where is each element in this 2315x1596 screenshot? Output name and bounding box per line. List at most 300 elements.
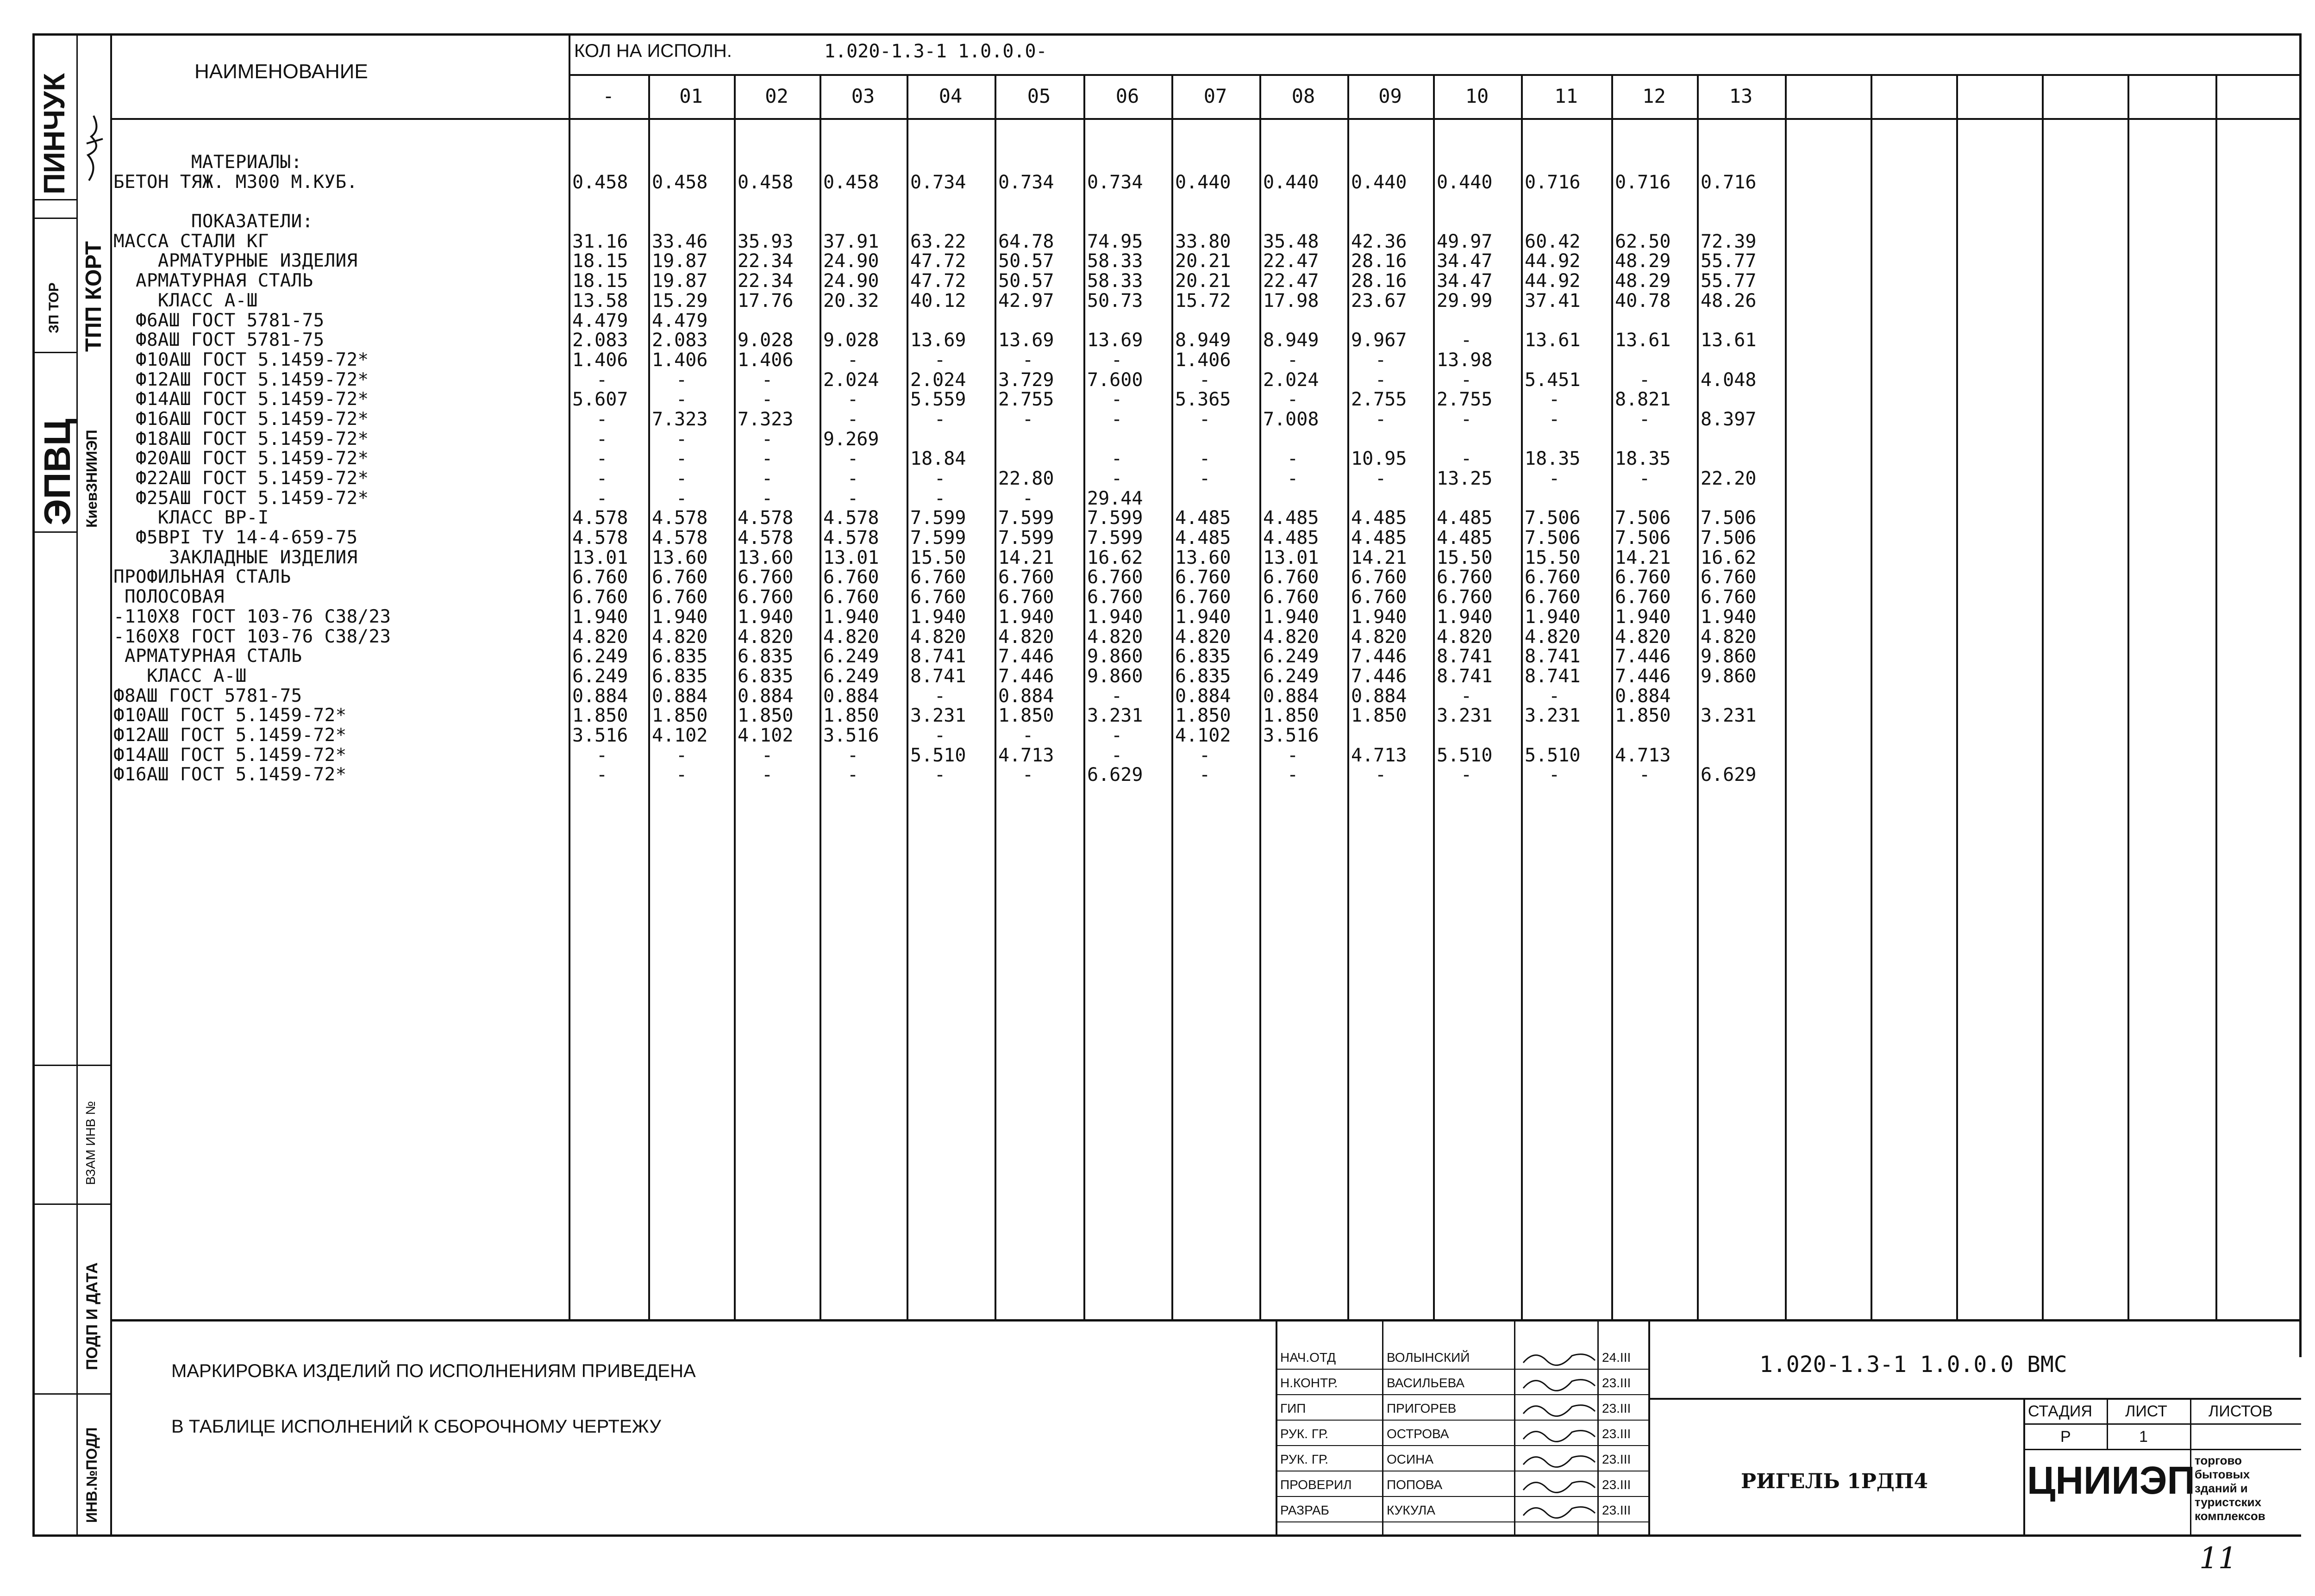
table-cell: 3.516	[572, 724, 628, 746]
table-cell: 1.406	[652, 349, 708, 371]
table-cell: 15.50	[1525, 547, 1581, 568]
table-cell: 1.940	[1087, 606, 1143, 628]
table-cell: 6.760	[1437, 567, 1493, 588]
sidebar-hline-1	[32, 199, 78, 200]
table-cell: 20.32	[823, 290, 879, 312]
table-cell: -	[676, 428, 688, 450]
table-cell	[1433, 192, 1521, 212]
table-cell: 0.458	[572, 171, 628, 193]
table-cell: 63.22	[910, 231, 966, 252]
table-cell: 3.231	[1087, 705, 1143, 727]
table-cell: -	[1287, 744, 1299, 766]
table-cell: -	[676, 744, 688, 766]
table-cell: 6.249	[572, 646, 628, 667]
table-cell: 1.940	[738, 606, 794, 628]
table-cell: 4.102	[652, 724, 708, 746]
table-cell: 4.820	[572, 626, 628, 648]
table-cell: 6.760	[652, 586, 708, 608]
table-cell: 50.57	[998, 250, 1054, 272]
table-cell: 13.25	[1437, 468, 1493, 489]
row-name: Ф25АШ ГОСТ 5.1459-72*	[113, 487, 369, 509]
table-cell: 9.028	[738, 330, 794, 351]
stamp-signature	[1521, 1372, 1600, 1395]
table-cell: 0.734	[1087, 171, 1143, 193]
table-cell: 1.940	[1263, 606, 1319, 628]
table-cell: -	[847, 764, 859, 786]
table-cell: 0.458	[823, 171, 879, 193]
table-cell: 16.62	[1701, 547, 1757, 568]
table-cell: 6.760	[823, 586, 879, 608]
stamp-date: 23.III	[1602, 1503, 1631, 1517]
table-cell: 2.755	[1351, 389, 1407, 411]
table-cell	[1347, 212, 1433, 232]
table-cell	[820, 192, 907, 212]
table-cell: 29.99	[1437, 290, 1493, 312]
table-cell: -	[1375, 349, 1387, 371]
table-cell: -	[596, 468, 608, 489]
table-cell: 4.820	[910, 626, 966, 648]
table-cell: -	[934, 764, 946, 786]
table-cell: -	[1287, 448, 1299, 470]
value-column	[1259, 153, 1347, 785]
row-name: Ф22АШ ГОСТ 5.1459-72*	[113, 468, 369, 489]
table-cell: -	[676, 389, 688, 411]
stamp-signature	[1521, 1448, 1600, 1471]
stamp-role: РУК. ГР.	[1280, 1452, 1329, 1466]
stamp-mid-line	[1648, 1398, 2301, 1400]
table-cell: 4.479	[652, 310, 708, 331]
table-cell: 0.716	[1525, 171, 1581, 193]
table-cell: -	[762, 448, 773, 470]
table-cell: 0.884	[738, 685, 794, 707]
table-cell	[1259, 153, 1347, 173]
table-cell	[1611, 350, 1697, 370]
table-cell: 9.860	[1701, 646, 1757, 667]
table-cell: -	[762, 369, 773, 391]
table-cell: -	[1639, 408, 1651, 430]
table-cell: 6.760	[1263, 567, 1319, 588]
table-cell	[1433, 726, 1521, 746]
table-cell: 22.34	[738, 270, 794, 292]
org-desc-4: туристских	[2195, 1495, 2262, 1509]
row-name: Ф8АШ ГОСТ 5781-75	[113, 685, 302, 706]
table-cell: 1.850	[823, 705, 879, 727]
table-cell: 5.510	[910, 744, 966, 766]
table-cell: 4.820	[823, 626, 879, 648]
table-cell: 62.50	[1615, 231, 1671, 252]
value-column	[1171, 153, 1259, 785]
name-column	[113, 153, 567, 785]
table-cell: 7.599	[1087, 527, 1143, 549]
table-cell: 0.734	[910, 171, 966, 193]
table-cell: 4.578	[572, 527, 628, 549]
table-cell	[1433, 212, 1521, 232]
name-column-title: НАИМЕНОВАНИЕ	[194, 60, 368, 83]
value-column	[734, 153, 820, 785]
table-cell: 74.95	[1087, 231, 1143, 252]
table-cell: 3.231	[910, 705, 966, 727]
table-cell: 4.578	[572, 507, 628, 529]
table-cell: 4.820	[1351, 626, 1407, 648]
stamp-stage-line2	[2023, 1449, 2301, 1450]
table-cell: 4.485	[1175, 527, 1231, 549]
table-cell: 6.760	[998, 567, 1054, 588]
row-name: АРМАТУРНАЯ СТАЛЬ	[113, 646, 302, 667]
column-header: -	[602, 85, 614, 107]
table-cell: 24.90	[823, 250, 879, 272]
table-cell: 4.820	[1701, 626, 1757, 648]
table-cell: 34.47	[1437, 250, 1493, 272]
table-cell: 6.249	[823, 646, 879, 667]
table-cell: 33.80	[1175, 231, 1231, 252]
org-desc-1: торгово	[2195, 1453, 2242, 1467]
table-cell	[1347, 489, 1433, 509]
table-cell: 13.69	[1087, 330, 1143, 351]
value-column	[1433, 153, 1521, 785]
table-cell	[820, 212, 907, 232]
table-cell: -	[1461, 448, 1472, 470]
sidebar-vzam: ВЗАМ ИНВ №	[83, 1101, 98, 1185]
table-cell: -	[1022, 724, 1034, 746]
table-cell: 7.599	[998, 507, 1054, 529]
table-cell	[995, 153, 1083, 173]
table-cell: 20.21	[1175, 270, 1231, 292]
table-cell: 13.61	[1615, 330, 1671, 351]
column-divider	[2042, 74, 2044, 1319]
table-cell: 9.269	[823, 428, 879, 450]
table-cell: -	[762, 764, 773, 786]
row-name	[113, 192, 567, 212]
stamp-stage: Р	[2060, 1428, 2071, 1446]
table-cell: -	[676, 448, 688, 470]
frame-top	[32, 33, 2301, 36]
table-cell: -	[934, 724, 946, 746]
table-cell: 55.77	[1701, 270, 1757, 292]
table-cell: 7.446	[998, 665, 1054, 687]
column-header: 13	[1729, 85, 1753, 107]
table-cell	[1347, 726, 1433, 746]
org-desc-3: зданий и	[2195, 1481, 2248, 1495]
value-column	[648, 153, 734, 785]
stamp-org-desc	[2195, 1453, 2265, 1523]
table-cell: 35.48	[1263, 231, 1319, 252]
table-cell: 0.440	[1263, 171, 1319, 193]
table-cell	[1521, 350, 1611, 370]
table-cell	[1697, 390, 1785, 410]
column-divider	[2127, 74, 2129, 1319]
table-cell: 4.820	[998, 626, 1054, 648]
table-cell: 55.77	[1701, 250, 1757, 272]
table-cell: -	[762, 428, 773, 450]
table-cell: -	[1111, 468, 1123, 489]
table-cell: 29.44	[1087, 487, 1143, 509]
table-cell: -	[847, 349, 859, 371]
table-cell	[1611, 192, 1697, 212]
row-name: Ф14АШ ГОСТ 5.1459-72*	[113, 389, 369, 410]
table-cell: 13.98	[1437, 349, 1493, 371]
stamp-role: НАЧ.ОТД	[1280, 1350, 1336, 1365]
table-cell: 1.940	[1701, 606, 1757, 628]
table-cell: 6.760	[572, 567, 628, 588]
table-cell: 42.97	[998, 290, 1054, 312]
table-cell	[907, 192, 995, 212]
stamp-doc-code: 1.020-1.3-1 1.0.0.0 ВМС	[1759, 1352, 2067, 1378]
table-cell	[1171, 489, 1259, 509]
table-cell: 4.713	[998, 744, 1054, 766]
table-cell: 48.26	[1701, 290, 1757, 312]
table-cell: 8.397	[1701, 408, 1757, 430]
table-cell: 13.61	[1525, 330, 1581, 351]
table-cell: -	[847, 389, 859, 411]
row-name: Ф6АШ ГОСТ 5781-75	[113, 310, 325, 331]
table-cell: 4.820	[1525, 626, 1581, 648]
row-name: МАССА СТАЛИ КГ	[113, 231, 269, 252]
table-cell: 6.760	[1615, 567, 1671, 588]
table-cell: 9.860	[1087, 665, 1143, 687]
table-cell: 2.755	[998, 389, 1054, 411]
table-cell: 4.820	[1175, 626, 1231, 648]
table-cell: 9.860	[1701, 665, 1757, 687]
table-cell: 13.58	[572, 290, 628, 312]
table-cell: 7.506	[1701, 507, 1757, 529]
frame-bottom	[32, 1534, 2301, 1537]
table-cell: -	[1375, 408, 1387, 430]
table-cell: 28.16	[1351, 270, 1407, 292]
table-cell: 4.820	[1087, 626, 1143, 648]
table-cell: 18.15	[572, 270, 628, 292]
table-cell	[1521, 726, 1611, 746]
sidebar-hline-6	[32, 1203, 111, 1205]
table-cell: 50.73	[1087, 290, 1143, 312]
table-cell	[820, 311, 907, 331]
table-cell: 40.78	[1615, 290, 1671, 312]
table-cell: -	[934, 468, 946, 489]
table-cell	[734, 311, 820, 331]
table-cell: 7.323	[652, 408, 708, 430]
value-column	[1347, 153, 1433, 785]
table-cell: 13.01	[823, 547, 879, 568]
table-cell	[1259, 192, 1347, 212]
table-cell: -	[676, 369, 688, 391]
stamp-org: ЦНИИЭП	[2027, 1459, 2195, 1502]
table-cell	[1697, 746, 1785, 766]
table-cell: -	[1461, 764, 1472, 786]
table-cell: 6.835	[738, 665, 794, 687]
sidebar-org-small: КиевЗНИИЭП	[83, 430, 100, 528]
table-cell: -	[1022, 349, 1034, 371]
table-cell: 4.578	[652, 527, 708, 549]
table-cell: -	[596, 369, 608, 391]
table-cell: 6.760	[1701, 567, 1757, 588]
table-cell: 24.90	[823, 270, 879, 292]
table-cell	[1521, 153, 1611, 173]
note-line-1: МАРКИРОВКА ИЗДЕЛИЙ ПО ИСПОЛНЕНИЯМ ПРИВЕДЕНА	[171, 1361, 696, 1381]
table-cell: 0.440	[1351, 171, 1407, 193]
table-cell: 34.47	[1437, 270, 1493, 292]
table-cell: 0.884	[1615, 685, 1671, 707]
table-cell: -	[1199, 468, 1211, 489]
table-cell	[1521, 311, 1611, 331]
row-name: Ф8АШ ГОСТ 5781-75	[113, 330, 325, 351]
stamp-signature	[1521, 1499, 1600, 1522]
table-cell: 4.485	[1263, 507, 1319, 529]
table-cell: 3.231	[1701, 705, 1757, 727]
table-cell: 22.20	[1701, 468, 1757, 489]
stamp-col-1	[1382, 1319, 1383, 1537]
table-cell: 22.47	[1263, 270, 1319, 292]
table-cell: 35.93	[738, 231, 794, 252]
row-name: КЛАСС А-Ш	[113, 290, 258, 311]
table-cell	[1347, 430, 1433, 449]
table-cell: 28.16	[1351, 250, 1407, 272]
table-cell: 1.850	[572, 705, 628, 727]
table-cell: 44.92	[1525, 270, 1581, 292]
table-cell	[648, 212, 734, 232]
table-cell	[1521, 489, 1611, 509]
table-cell: 13.69	[910, 330, 966, 351]
sidebar-top-name: ПИНЧУК	[38, 73, 71, 194]
table-cell: 8.741	[910, 646, 966, 667]
sidebar-small-label: ЗП ТОР	[46, 282, 62, 333]
table-cell: -	[1111, 724, 1123, 746]
table-cell: 0.716	[1701, 171, 1757, 193]
page-number: 11	[2199, 1541, 2237, 1576]
table-cell: 6.249	[1263, 665, 1319, 687]
table-cell	[1611, 212, 1697, 232]
stamp-name: ВОЛЫНСКИЙ	[1387, 1350, 1470, 1365]
table-cell: 13.60	[652, 547, 708, 568]
sidebar-podp: ПОДП И ДАТА	[83, 1262, 101, 1370]
table-cell	[1521, 430, 1611, 449]
column-header: 03	[851, 85, 875, 107]
stamp-stage-line	[2023, 1423, 2301, 1425]
row-name: Ф18АШ ГОСТ 5.1459-72*	[113, 428, 369, 449]
table-cell: 17.76	[738, 290, 794, 312]
table-cell: -	[762, 468, 773, 489]
table-cell: 13.60	[738, 547, 794, 568]
row-name: АРМАТУРНЫЕ ИЗДЕЛИЯ	[113, 250, 358, 272]
table-cell: 7.446	[1615, 646, 1671, 667]
table-cell: 0.884	[1351, 685, 1407, 707]
stamp-role: РУК. ГР.	[1280, 1427, 1329, 1441]
table-cell: 13.01	[572, 547, 628, 568]
table-cell	[1697, 192, 1785, 212]
column-header: 08	[1291, 85, 1315, 107]
table-cell: -	[676, 764, 688, 786]
stamp-name: КУКУЛА	[1387, 1503, 1435, 1517]
table-cell: 6.629	[1701, 764, 1757, 786]
table-cell: 72.39	[1701, 231, 1757, 252]
column-header: 04	[939, 85, 963, 107]
table-cell: 20.21	[1175, 250, 1231, 272]
table-cell: -	[1549, 685, 1560, 707]
table-cell: 1.850	[738, 705, 794, 727]
table-cell: 7.446	[1351, 646, 1407, 667]
table-cell: 18.35	[1615, 448, 1671, 470]
table-cell	[1171, 311, 1259, 331]
row-name: КЛАСС ВР-I	[113, 507, 269, 529]
table-cell: 3.516	[823, 724, 879, 746]
table-cell: 6.760	[738, 567, 794, 588]
table-cell: 8.741	[910, 665, 966, 687]
table-cell: 7.599	[910, 507, 966, 529]
stamp-stage-col1	[2107, 1398, 2108, 1450]
table-cell: 1.940	[572, 606, 628, 628]
table-cell: 7.506	[1615, 527, 1671, 549]
column-header: 05	[1027, 85, 1051, 107]
table-cell	[1347, 192, 1433, 212]
row-name: АРМАТУРНАЯ СТАЛЬ	[113, 270, 313, 292]
table-cell: 4.578	[738, 527, 794, 549]
table-cell: 7.446	[998, 646, 1054, 667]
table-cell	[1171, 212, 1259, 232]
table-cell: -	[1199, 408, 1211, 430]
doc-code-header: 1.020-1.3-1 1.0.0.0-	[824, 41, 1047, 62]
table-cell: 3.231	[1525, 705, 1581, 727]
table-cell: 15.50	[910, 547, 966, 568]
table-cell: -	[1375, 468, 1387, 489]
table-cell: 2.083	[652, 330, 708, 351]
table-cell: 0.458	[738, 171, 794, 193]
table-cell: 4.485	[1351, 507, 1407, 529]
row-name: Ф16АШ ГОСТ 5.1459-72*	[113, 764, 347, 786]
column-divider	[1785, 74, 1787, 1319]
table-cell	[995, 212, 1083, 232]
table-cell: -	[762, 389, 773, 411]
table-cell: -	[934, 487, 946, 509]
stamp-date: 23.III	[1602, 1452, 1631, 1466]
table-cell: -	[847, 448, 859, 470]
table-cell: 7.600	[1087, 369, 1143, 391]
table-cell: 5.365	[1175, 389, 1231, 411]
table-cell: -	[1022, 764, 1034, 786]
table-cell: 1.940	[823, 606, 879, 628]
table-cell: -	[847, 487, 859, 509]
column-divider	[2215, 74, 2217, 1319]
table-cell: -	[1549, 468, 1560, 489]
column-divider	[1871, 74, 1872, 1319]
table-cell	[1083, 153, 1171, 173]
table-cell: -	[847, 408, 859, 430]
table-cell: 6.249	[1263, 646, 1319, 667]
stamp-signature	[1521, 1347, 1600, 1370]
table-cell	[1697, 350, 1785, 370]
sidebar-hline-2	[32, 218, 78, 219]
table-cell: 6.760	[910, 567, 966, 588]
table-cell: 0.884	[572, 685, 628, 707]
row-name: КЛАСС А-Ш	[113, 665, 247, 686]
table-cell: 18.15	[572, 250, 628, 272]
table-cell: -	[1022, 408, 1034, 430]
table-cell: 1.406	[1175, 349, 1231, 371]
row-name: Ф12АШ ГОСТ 5.1459-72*	[113, 724, 347, 746]
table-cell: -	[1199, 369, 1211, 391]
table-cell: 3.231	[1437, 705, 1493, 727]
table-cell: 6.760	[738, 586, 794, 608]
table-cell: -	[1639, 369, 1651, 391]
table-cell: 1.406	[738, 349, 794, 371]
table-cell: -	[1111, 408, 1123, 430]
table-cell: 1.940	[652, 606, 708, 628]
table-cell: -	[847, 744, 859, 766]
table-cell	[1697, 212, 1785, 232]
frame-right	[2299, 33, 2302, 1357]
table-cell	[1521, 192, 1611, 212]
row-name: Ф20АШ ГОСТ 5.1459-72*	[113, 448, 369, 469]
table-cell	[1433, 311, 1521, 331]
table-cell: 0.734	[998, 171, 1054, 193]
table-cell: -	[676, 487, 688, 509]
